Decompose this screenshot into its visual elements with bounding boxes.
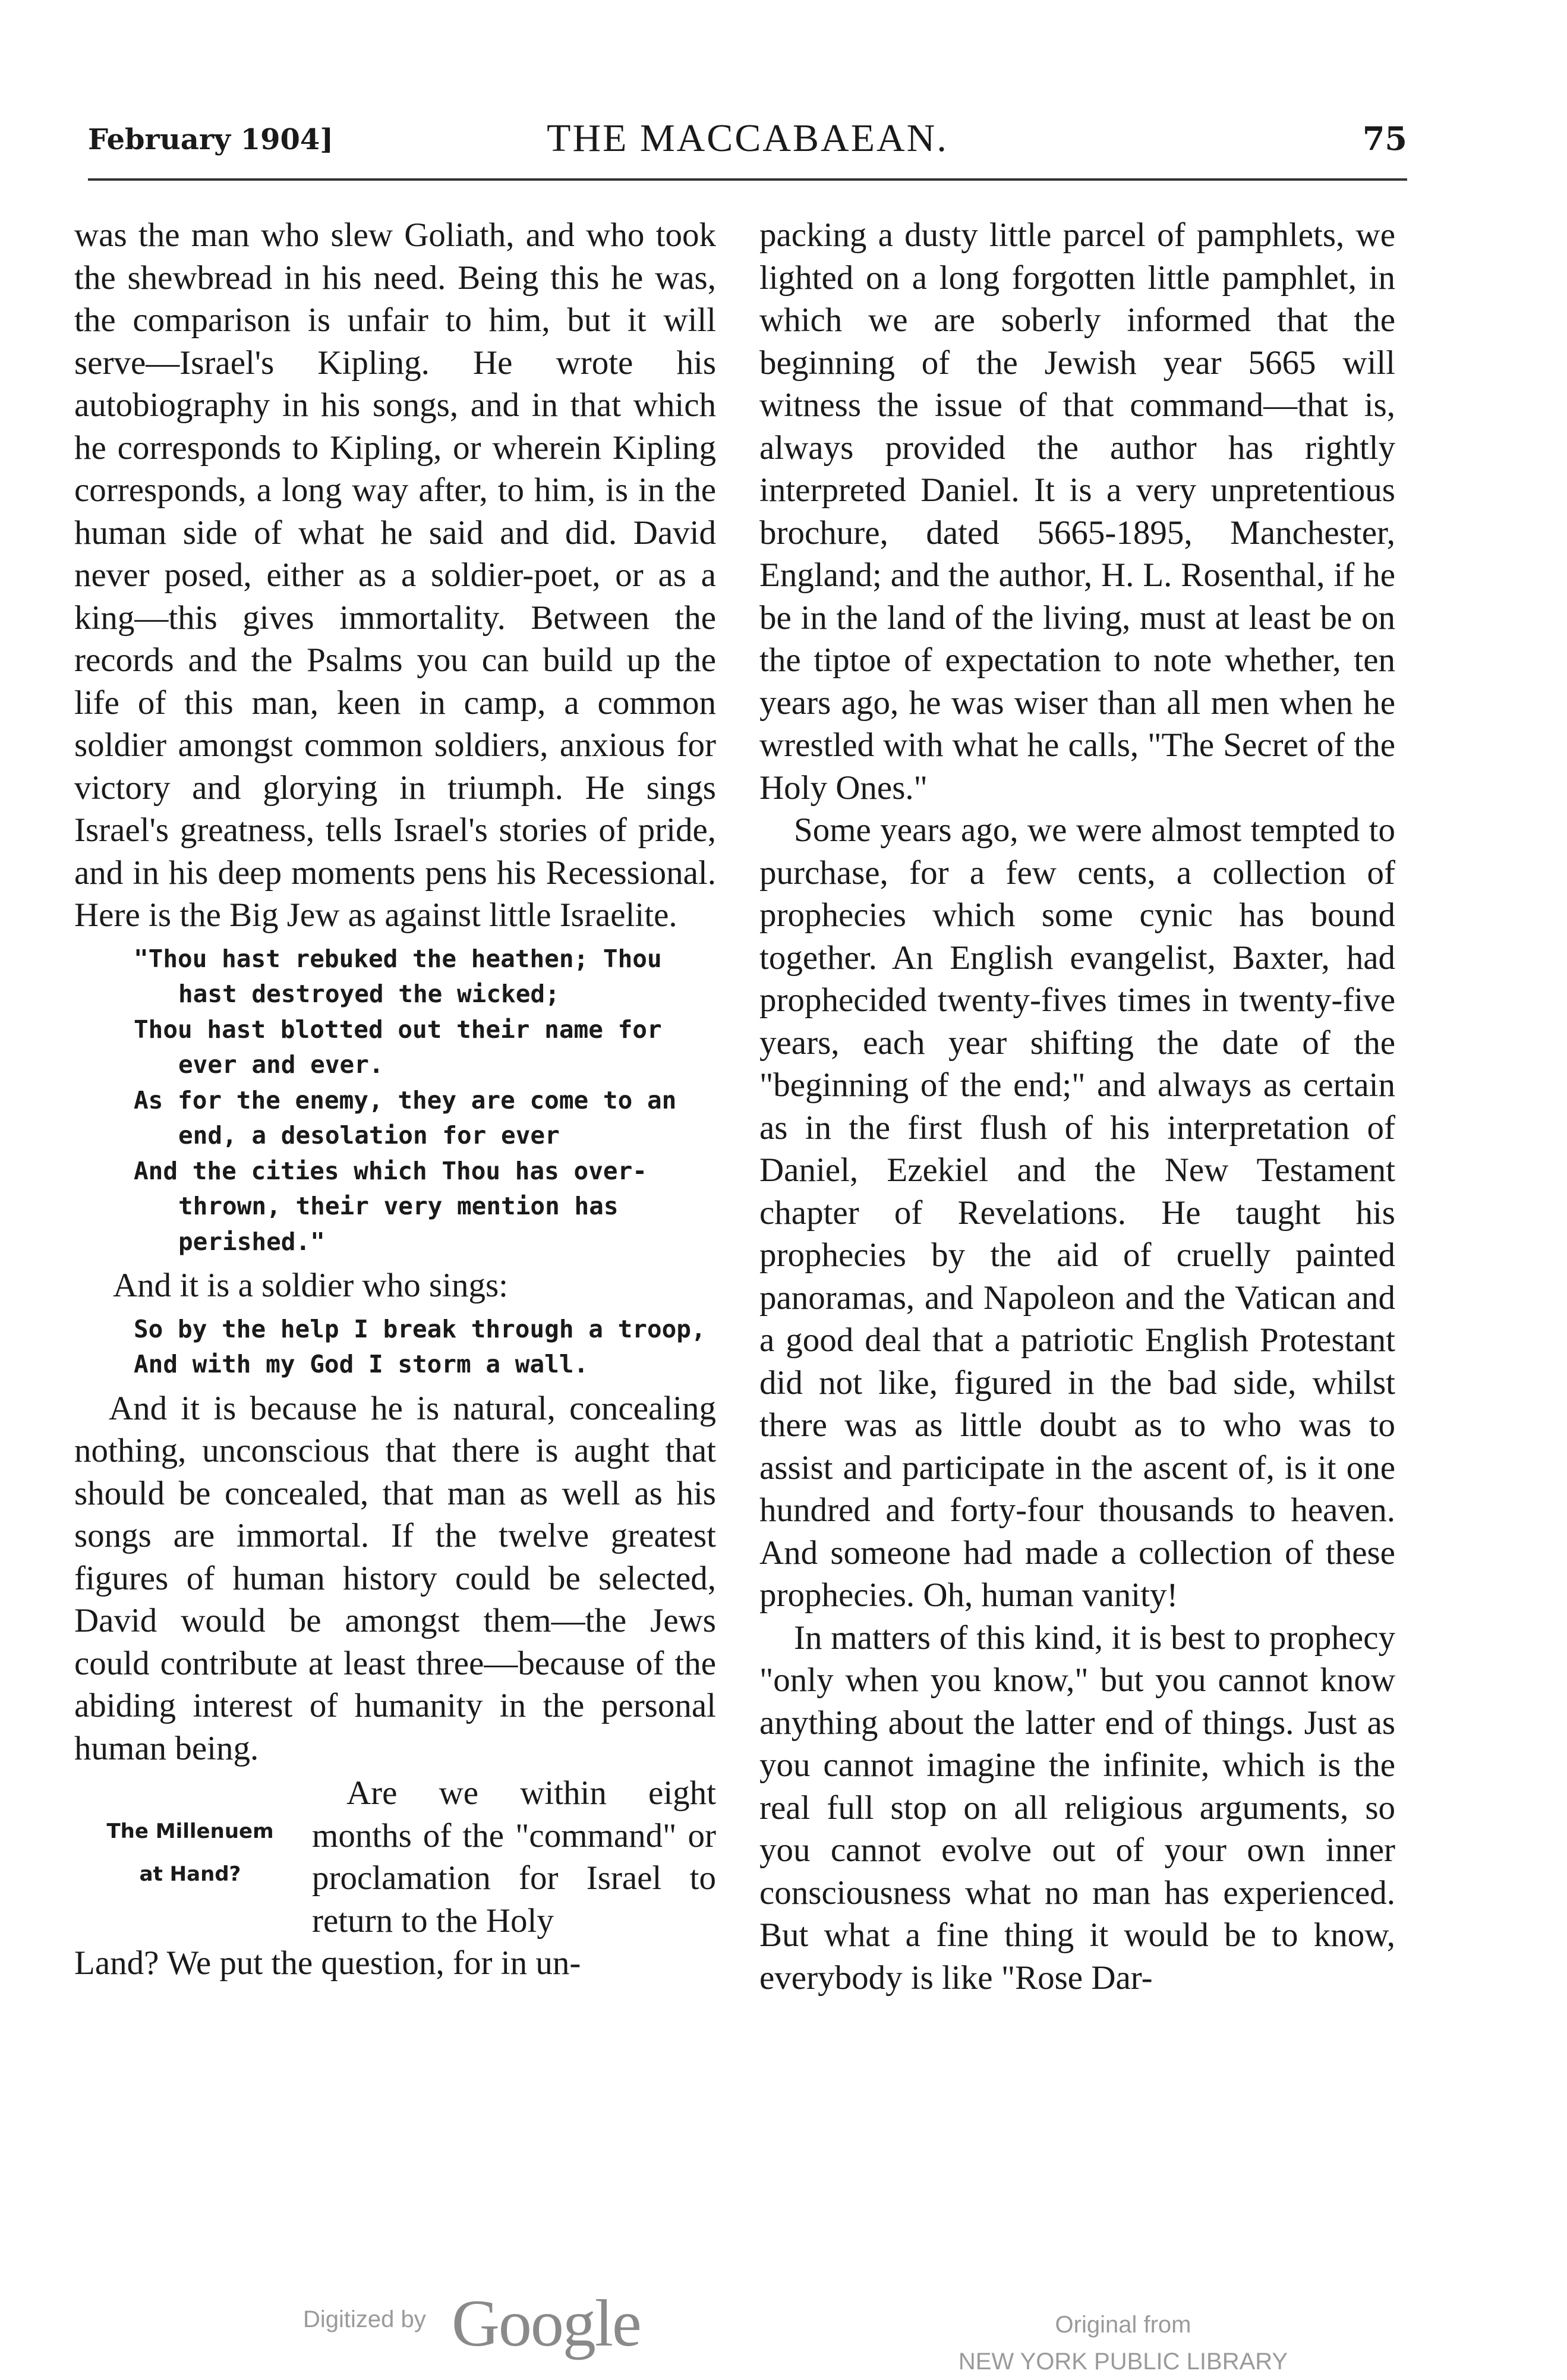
paragraph-infinite: In matters of this kind, it is best to prophecy "only when you know," but you cannot know anything about the latter end of things. Just as you cannot imagine the infinite, which is the real full stop on all religious arguments, so you cannot evolve out of your own inner consciousness what no man has experienced. But what a fine thing it would be to know, everybody is like "Rose Dar- xyxy=(759,1619,1395,1997)
paragraph-millenium-start: Are we within eight months of the "command" or proclamation for Israel to return to the Holy xyxy=(312,1774,716,1940)
paragraph-david: was the man who slew Goliath, and who took the shewbread in his need. Being this he was, the comparison is unfair to him, but it will serve—Israel's Kipling. He wrote his autobiography in his songs, and in that which he corresponds to Kipling, or wherein Kipling corresponds, a long way after, to him, is in the human side of what he said and did. David never posed, either as a soldier-poet, or as a king—this gives immortality. Between the records and the Psalms you can build up the life of this man, keen in camp, a common soldier amongst common soldiers, anxious for victory and glorying in triumph. He sings Israel's greatness, tells Israel's stories of pride, and in his deep moments pens his Recessional. Here is the Big Jew as against little Israelite. xyxy=(74,216,716,934)
paragraph-natural: And it is because he is natural, concealing nothing, unconscious that there is aught that should be concealed, that man as well as his songs are immortal. If the twelve greatest figures of human history could be selected, David would be amongst them—the Jews could contribute at least three—because of the abiding interest of humanity in the personal human being. xyxy=(74,1389,716,1767)
soldier-line: And it is a soldier who sings: xyxy=(113,1267,508,1304)
paragraph-millenium-continued: Land? We put the question, for in un- xyxy=(74,1944,581,1982)
original-from-label: Original from xyxy=(1055,2312,1191,2338)
verse-line: And with my God I storm a wall. xyxy=(134,1350,589,1378)
side-heading-line: at Hand? xyxy=(139,1862,241,1886)
paragraph-prophecies: Some years ago, we were almost tempted to purchase, for a few cents, a collection of prophecies which some cynic has bound together. An English evangelist, Baxter, had prophecided twenty-fives times in twenty-five years, each year shifting the date of the "beginning of the end;" and always as certain as in the first flush of his interpretation of Daniel, Ezekiel and the New Testament chapter of Revelations. He taught his prophecies by the aid of cruelly painted panoramas, and Napoleon and the Vatican and a good deal that a patriotic English Protestant did not like, figured in the bad side, whilst there was as little doubt as to who was to assist and participate in the ascent of, is it one hundred and forty-four thousands to heaven. And someone had made a collection of these prophecies. Oh, human vanity! xyxy=(759,811,1395,1614)
side-heading-line: The Millenuem xyxy=(106,1819,274,1843)
millenium-section xyxy=(74,1772,716,1985)
page-number: 75 xyxy=(1362,119,1407,158)
digitized-by-label: Digitized by xyxy=(303,2306,426,2332)
side-heading xyxy=(74,1810,306,1896)
paragraph-pamphlet: packing a dusty little parcel of pamphlets, we lighted on a long forgotten little pamphlet, in which we are soberly informed that the beginning of the Jewish year 5665 will witness the issue of that command—that is, always provided the author has rightly interpreted Daniel. It is a very unpretentious brochure, dated 5665-1895, Manchester, England; and the author, H. L. Rosenthal, if he be in the land of the living, must at least be on the tiptoe of expectation to note whether, ten years ago, he was wiser than all men when he wrestled with what he calls, "The Secret of the Holy Ones." xyxy=(759,216,1395,807)
verse-line: So by the help I break through a troop, xyxy=(134,1314,706,1343)
journal-title: THE MACCABAEAN. xyxy=(547,117,948,160)
verse-line: Thou hast blotted out their name for ever and ever. xyxy=(134,1015,662,1079)
psalm-quote xyxy=(74,942,716,1260)
header-date: February 1904] xyxy=(88,123,334,156)
header-divider xyxy=(88,178,1407,181)
google-logo: Google xyxy=(452,2287,641,2360)
right-column xyxy=(759,214,1395,2199)
soldier-quote xyxy=(74,1312,716,1383)
page-header xyxy=(88,116,1407,163)
library-name: NEW YORK PUBLIC LIBRARY xyxy=(958,2348,1288,2375)
verse-line: As for the enemy, they are come to an end, a desolation for ever xyxy=(134,1085,677,1150)
sidenote-paragraph xyxy=(312,1772,716,1942)
left-column xyxy=(74,214,716,2199)
library-credit xyxy=(915,2306,1331,2380)
verse-line: "Thou hast rebuked the heathen; Thou hast destroyed the wicked; xyxy=(134,944,662,1008)
verse-line: And the cities which Thou has overthrown, their very mention has perished." xyxy=(134,1156,647,1256)
